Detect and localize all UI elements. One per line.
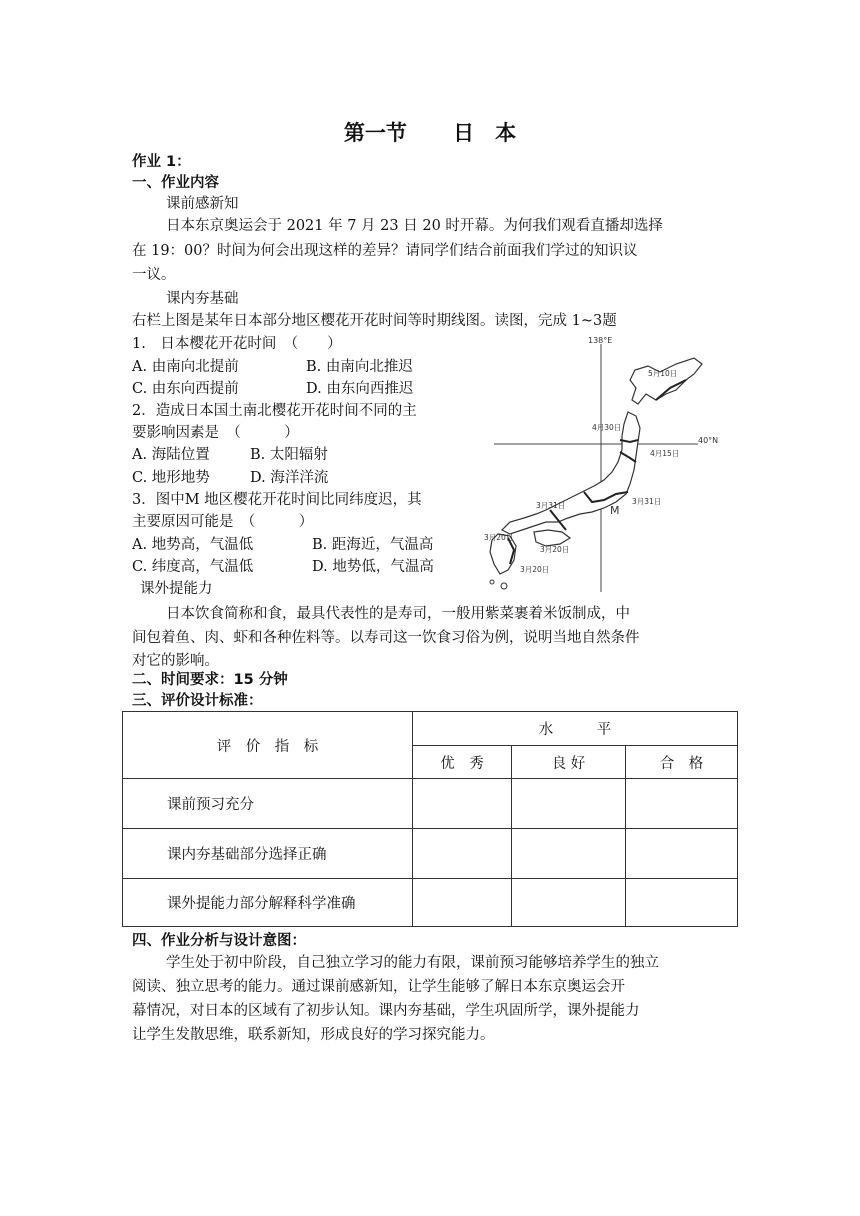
criteria-cell: 课外提能力部分解释科学准确 bbox=[123, 879, 413, 927]
criteria-cell: 课内夯基础部分选择正确 bbox=[123, 829, 413, 879]
q1-option-b: B. 由南向北推迟 bbox=[306, 359, 413, 375]
level-pass: 合 格 bbox=[626, 746, 738, 779]
island-shape bbox=[501, 583, 507, 589]
isochrone-label: 3月20日 bbox=[484, 533, 514, 542]
question-3-stem: 3．图中M 地区樱花开花时间比同纬度迟，其 bbox=[132, 492, 422, 508]
extend-paragraph-line: 日本饮食简称和食，最具代表性的是寿司，一般用紫菜裹着米饭制成，中 bbox=[166, 606, 630, 622]
analysis-paragraph-line: 阅读、独立思考的能力。通过课前感新知，让学生能够了解日本东京奥运会开 bbox=[132, 979, 625, 995]
preview-paragraph-line: 日本东京奥运会于 2021 年 7 月 23 日 20 时开幕。为何我们观看直播却选择 bbox=[166, 218, 663, 234]
question-2-stem: 2．造成日本国土南北樱花开花时间不同的主 bbox=[132, 403, 417, 419]
assignment-label: 作业 1： bbox=[132, 154, 191, 170]
questions-intro: 右栏上图是某年日本部分地区樱花开花时间等时期线图。读图，完成 1~3题 bbox=[132, 313, 617, 329]
criteria-cell: 课前预习充分 bbox=[123, 779, 413, 829]
evaluation-table bbox=[122, 711, 738, 927]
q3-option-c: C. 纬度高，气温低 bbox=[132, 559, 254, 575]
preview-label: 课前感新知 bbox=[166, 196, 239, 212]
question-1-stem: 1. 日本樱花开花时间 （ ） bbox=[132, 336, 342, 352]
basic-label: 课内夯基础 bbox=[166, 291, 239, 307]
extend-label: 课外提能力 bbox=[140, 581, 213, 597]
q1-option-c: C. 由东向西提前 bbox=[132, 381, 239, 397]
q1-option-d: D. 由东向西推迟 bbox=[306, 381, 414, 397]
section-heading-time: 二、时间要求：15 分钟 bbox=[132, 672, 288, 688]
table-row bbox=[123, 879, 738, 927]
isochrone-label: 4月15日 bbox=[650, 449, 680, 458]
q1-option-a: A. 由南向北提前 bbox=[132, 359, 239, 375]
q3-option-a: A. 地势高，气温低 bbox=[132, 537, 254, 553]
isochrone-label: 4月30日 bbox=[592, 423, 622, 432]
extend-paragraph-line: 间包着鱼、肉、虾和各种佐料等。以寿司这一饮食习俗为例，说明当地自然条件 bbox=[132, 630, 640, 646]
preview-paragraph-line: 在 19：00？时间为何会出现这样的差异？请同学们结合前面我们学过的知识议 bbox=[132, 243, 638, 259]
q3-option-b: B. 距海近，气温高 bbox=[312, 537, 434, 553]
analysis-paragraph-line: 学生处于初中阶段，自己独立学习的能力有限，课前预习能够培养学生的独立 bbox=[166, 955, 659, 971]
region-m-label: M bbox=[610, 504, 620, 517]
level-header: 水 平 bbox=[413, 712, 738, 746]
section-heading-analysis: 四、作业分析与设计意图： bbox=[132, 933, 306, 949]
isochrone-label: 3月31日 bbox=[536, 501, 566, 510]
shikoku-shape bbox=[534, 530, 570, 546]
analysis-paragraph-line: 让学生发散思维，联系新知，形成良好的学习探究能力。 bbox=[132, 1027, 495, 1043]
longitude-label: 138°E bbox=[588, 336, 613, 345]
q2-option-b: B. 太阳辐射 bbox=[250, 447, 328, 463]
latitude-label: 40°N bbox=[698, 436, 719, 445]
japan-sakura-isochrone-map bbox=[480, 334, 730, 596]
section-heading-evaluation: 三、评价设计标准： bbox=[132, 693, 263, 709]
extend-paragraph-line: 对它的影响。 bbox=[132, 653, 219, 669]
isochrone-label: 3月20日 bbox=[520, 565, 550, 574]
q2-option-d: D. 海洋洋流 bbox=[250, 470, 329, 486]
page-title: 第一节 日 本 bbox=[343, 121, 517, 145]
hokkaido-shape bbox=[630, 358, 702, 404]
isochrone-label: 3月20日 bbox=[540, 545, 570, 554]
q3-option-d: D. 地势低，气温高 bbox=[312, 559, 434, 575]
level-good: 良 好 bbox=[512, 746, 626, 779]
question-2-stem: 要影响因素是 （ ） bbox=[132, 425, 299, 441]
preview-paragraph-line: 一议。 bbox=[132, 267, 176, 283]
q2-option-c: C. 地形地势 bbox=[132, 470, 210, 486]
table-row bbox=[123, 829, 738, 879]
table-row bbox=[123, 779, 738, 829]
isochrone-label: 5月10日 bbox=[648, 369, 678, 378]
question-3-stem: 主要原因可能是 （ ） bbox=[132, 514, 314, 530]
section-heading-content: 一、作业内容 bbox=[132, 175, 219, 191]
criteria-header: 评 价 指 标 bbox=[123, 712, 413, 779]
q2-option-a: A. 海陆位置 bbox=[132, 447, 210, 463]
level-excellent: 优 秀 bbox=[413, 746, 512, 779]
isochrone-label: 3月31日 bbox=[632, 497, 662, 506]
island-shape bbox=[490, 580, 494, 584]
analysis-paragraph-line: 幕情况，对日本的区域有了初步认知。课内夯基础，学生巩固所学，课外提能力 bbox=[132, 1003, 640, 1019]
